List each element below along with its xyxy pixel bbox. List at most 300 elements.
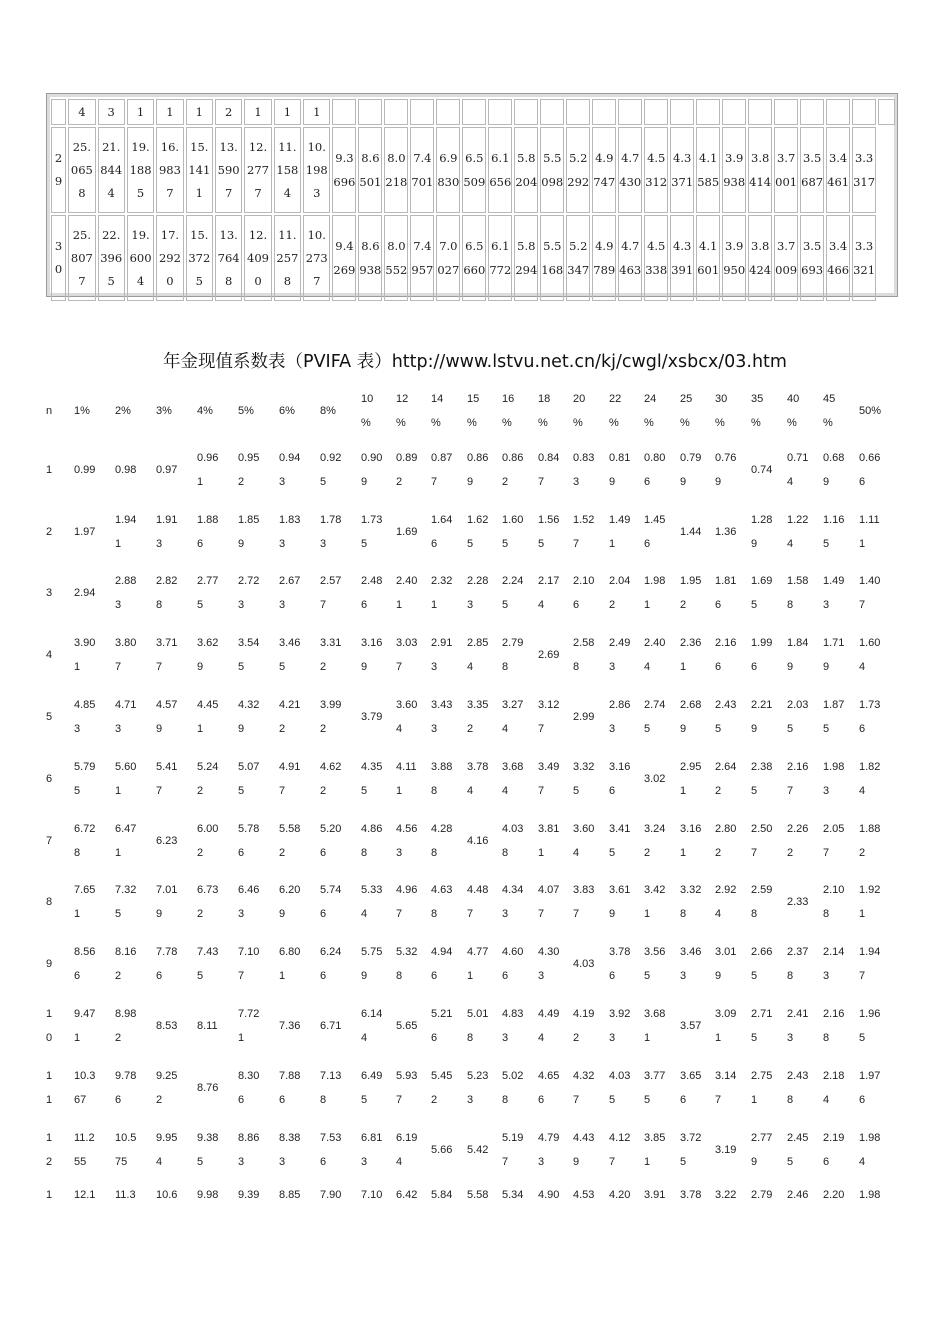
top-cell [618, 99, 642, 125]
value-part: 3.32 [680, 884, 702, 897]
value-part: 2.04 [609, 575, 631, 588]
rate-header [751, 383, 787, 439]
top-cell [800, 99, 824, 125]
table-cell [431, 1181, 467, 1213]
value-part: 14 [431, 393, 444, 405]
table-cell [823, 748, 859, 810]
table-cell [609, 1181, 644, 1213]
cell-part: 15. [190, 227, 209, 242]
value-part: 10 [361, 393, 374, 405]
table-cell [715, 501, 751, 563]
table-cell [74, 1057, 115, 1119]
value-part: 4.57 [156, 699, 178, 712]
table-cell [502, 995, 538, 1057]
cell-part: 4.5 [647, 239, 666, 253]
value-part: 0.89 [396, 451, 418, 464]
table-cell [787, 624, 823, 686]
value-part: 5.58 [279, 822, 301, 835]
cell-part: 168 [541, 263, 564, 277]
cell-part: 3 [313, 185, 321, 200]
value-part: 6 [431, 970, 438, 983]
value-part: 4 [859, 1155, 866, 1168]
cell-part: 6.9 [439, 151, 458, 165]
value-part: 55 [74, 1155, 87, 1168]
cell-part: 19. [131, 139, 150, 154]
top-cell [462, 215, 486, 301]
table-cell [715, 1119, 751, 1181]
value-part: 4.07 [538, 884, 560, 897]
top-cell [410, 127, 434, 213]
value-part: 5.32 [396, 946, 418, 959]
value-part: 4 [715, 908, 722, 921]
value-part: 3.14 [715, 1069, 737, 1082]
value-part: 2.72 [238, 575, 260, 588]
table-cell [156, 439, 197, 501]
table-row [46, 995, 899, 1057]
value-part: 2 [680, 599, 687, 612]
top-cell [410, 215, 434, 301]
value-part: 5.23 [467, 1069, 489, 1082]
table-cell [74, 1181, 115, 1213]
value-part: 3 [502, 908, 509, 921]
value-part: 1.91 [156, 513, 178, 526]
value-part: 7.90 [320, 1188, 342, 1201]
cell-part: 5.2 [569, 239, 588, 253]
value-part: 5.24 [197, 760, 219, 773]
cell-part: 3.4 [828, 151, 848, 165]
n-cell [46, 624, 74, 686]
top-cell [748, 127, 772, 213]
table-cell [279, 563, 320, 625]
value-part: 1.71 [823, 637, 845, 650]
cell-part: 317 [853, 175, 876, 189]
value-part: 5 [644, 723, 651, 736]
value-part: 2 [115, 970, 122, 983]
table-cell [715, 624, 751, 686]
table-cell [859, 810, 899, 872]
rate-header [859, 383, 899, 439]
value-part: 3 [320, 537, 327, 550]
value-part: 4.12 [609, 1131, 631, 1144]
top-cell [566, 127, 590, 213]
value-part: 75 [115, 1155, 128, 1168]
value-part: 1.98 [823, 760, 845, 773]
top-cell [514, 215, 538, 301]
cell-part: 7.4 [413, 239, 432, 253]
value-part: 5 [502, 537, 509, 550]
value-part: 1 [431, 599, 438, 612]
value-part: 4.32 [238, 699, 260, 712]
table-cell [156, 810, 197, 872]
value-part: 5.58 [467, 1188, 489, 1201]
value-part: 5.02 [502, 1069, 524, 1082]
value-part: 1.73 [859, 699, 881, 712]
value-part: 6 [197, 537, 204, 550]
value-part: 3 [74, 723, 81, 736]
cell-part: 3.5 [802, 151, 822, 165]
table-cell [644, 933, 680, 995]
cell-part: 600 [129, 250, 152, 265]
n-cell [46, 810, 74, 872]
value-part: 2.95 [680, 760, 702, 773]
table-cell [609, 872, 644, 934]
value-part: 5.42 [467, 1143, 489, 1156]
table-cell [644, 810, 680, 872]
value-part: % [431, 417, 441, 429]
n-cell [46, 995, 74, 1057]
cell-part: 16. [160, 139, 180, 154]
table-cell [396, 1181, 431, 1213]
value-part: 2.85 [467, 637, 489, 650]
value-part: 5 [751, 1032, 758, 1045]
value-part: 2 [238, 475, 245, 488]
table-cell [538, 686, 573, 748]
value-part: 2.86 [609, 699, 631, 712]
value-part: 1 [859, 908, 866, 921]
table-row [46, 439, 899, 501]
value-part: 1 [644, 1032, 651, 1045]
value-part: 7.43 [197, 946, 219, 959]
table-cell [751, 748, 787, 810]
value-part: 5 [361, 784, 368, 797]
cell-part: 3.4 [828, 239, 848, 253]
cell-part: 424 [749, 263, 772, 277]
table-cell [238, 501, 279, 563]
value-part: 7 [431, 475, 438, 488]
table-row [46, 810, 899, 872]
value-part: 3.12 [538, 699, 560, 712]
value-part: 2.58 [573, 637, 595, 650]
table-cell [823, 439, 859, 501]
top-cell [215, 127, 242, 213]
cell-part: 257 [276, 250, 299, 265]
table-cell [538, 563, 573, 625]
table-cell [609, 686, 644, 748]
value-part: 2.67 [279, 575, 301, 588]
value-part: 0 [46, 1032, 53, 1045]
value-part: 3.92 [609, 1008, 631, 1021]
cell-part: 656 [489, 175, 512, 189]
top-table-row [51, 127, 895, 213]
value-part: 11.2 [74, 1131, 95, 1144]
value-part: 7 [787, 784, 794, 797]
value-part: 8.38 [279, 1131, 301, 1144]
value-part: 5 [361, 1093, 368, 1106]
value-part: 2 [46, 525, 53, 538]
value-part: 1.60 [502, 513, 524, 526]
value-part: 8 [751, 908, 758, 921]
value-part: 5.75 [361, 946, 383, 959]
cell-part: 8 [283, 273, 292, 288]
value-part: 4 [644, 661, 651, 674]
value-part: 8 [573, 661, 580, 674]
value-part: 3.03 [396, 637, 418, 650]
top-cell [303, 215, 330, 301]
table-cell [74, 686, 115, 748]
table-cell [823, 563, 859, 625]
table-row [46, 748, 899, 810]
value-part: 2 [787, 846, 794, 859]
top-cell [244, 127, 271, 213]
cell-part: 983 [158, 162, 181, 177]
value-part: 5.19 [502, 1131, 524, 1144]
value-part: 0.71 [787, 451, 809, 464]
table-cell [197, 1057, 238, 1119]
value-part: 1 [680, 661, 687, 674]
table-cell [573, 501, 609, 563]
table-cell [431, 501, 467, 563]
value-part: 3 [279, 1155, 286, 1168]
value-part: 3.79 [361, 711, 383, 724]
top-cell [358, 127, 382, 213]
cell-part: 1 [283, 104, 292, 119]
value-part: 5 [197, 599, 204, 612]
table-cell [467, 563, 502, 625]
table-cell [467, 933, 502, 995]
table-cell [609, 995, 644, 1057]
table-cell [538, 810, 573, 872]
value-part: 3.78 [680, 1188, 702, 1201]
value-part: % [823, 417, 833, 429]
table-cell [320, 1119, 361, 1181]
value-part: 2.82 [156, 575, 178, 588]
value-part: 5 [238, 661, 245, 674]
table-cell [538, 1181, 573, 1213]
cell-part: 7.0 [439, 239, 458, 253]
value-part: % [396, 417, 406, 429]
value-part: 6 [680, 1093, 687, 1106]
value-part: 5 [751, 784, 758, 797]
value-part: 1.82 [859, 760, 881, 773]
value-part: 5 [467, 537, 474, 550]
value-part: 3 [115, 599, 122, 612]
value-part: 3 [115, 723, 122, 736]
table-cell [238, 872, 279, 934]
value-part: 3 [361, 1155, 368, 1168]
value-part: 2 [115, 1032, 122, 1045]
value-part: 8.76 [197, 1081, 219, 1094]
value-part: 2 [644, 846, 651, 859]
table-cell [538, 501, 573, 563]
value-part: 24 [644, 393, 657, 405]
value-part: 5.41 [156, 760, 178, 773]
table-cell [431, 933, 467, 995]
top-cell [540, 99, 564, 125]
cell-part: 3.7 [776, 239, 796, 253]
top-cell [156, 215, 183, 301]
value-part: 0.80 [644, 451, 666, 464]
rate-header [502, 383, 538, 439]
cell-part: 2 [224, 104, 233, 119]
cell-part: 4 [283, 185, 292, 200]
value-part: 9.78 [115, 1069, 137, 1082]
table-cell [538, 439, 573, 501]
value-part: 7.10 [361, 1188, 383, 1201]
value-part: 1 [46, 1093, 53, 1106]
value-part: 4 [502, 784, 509, 797]
top-cell [826, 127, 850, 213]
value-part: 5 [238, 784, 245, 797]
table-cell [787, 748, 823, 810]
table-cell [431, 1057, 467, 1119]
cell-part: 9.4 [335, 239, 354, 253]
value-part: 3 [467, 1093, 474, 1106]
header-row [46, 383, 899, 439]
value-part: 1.85 [238, 513, 260, 526]
top-cell [592, 127, 616, 213]
top-row-index [51, 99, 66, 125]
value-part: 3.43 [431, 699, 453, 712]
value-part: 5 [320, 475, 327, 488]
value-part: 1 [74, 1032, 81, 1045]
value-part: 0.99 [74, 463, 96, 476]
table-cell [396, 1057, 431, 1119]
n-cell [46, 439, 74, 501]
value-part: 10.6 [156, 1188, 178, 1201]
table-cell [823, 1057, 859, 1119]
table-cell [115, 439, 156, 501]
value-part: 4.11 [396, 760, 417, 773]
value-part: 5 [823, 537, 830, 550]
value-part: 2.40 [396, 575, 418, 588]
value-part: 6 [320, 908, 327, 921]
table-cell [680, 686, 715, 748]
table-cell [502, 1119, 538, 1181]
top-table [49, 97, 897, 303]
value-part: 9 [751, 723, 758, 736]
pvifa-table [46, 383, 899, 1213]
top-cell [462, 127, 486, 213]
value-part: 0.79 [680, 451, 702, 464]
value-part: 1 [279, 970, 286, 983]
value-part: 3 [279, 475, 286, 488]
top-cell [774, 127, 798, 213]
table-cell [787, 439, 823, 501]
table-cell [115, 748, 156, 810]
cell-part: 277 [247, 162, 269, 177]
table-cell [156, 624, 197, 686]
value-part: 8.86 [238, 1131, 260, 1144]
cell-part: 292 [158, 250, 181, 265]
value-part: 6 [431, 537, 438, 550]
value-part: 7 [115, 661, 122, 674]
table-cell [238, 933, 279, 995]
value-part: 1.88 [859, 822, 881, 835]
table-cell [467, 1057, 502, 1119]
top-cell [156, 127, 183, 213]
value-part: 6.42 [396, 1188, 418, 1201]
value-part: 1 [74, 661, 81, 674]
table-cell [467, 872, 502, 934]
value-part: 2.21 [751, 699, 773, 712]
value-part: 0.86 [502, 451, 524, 464]
top-cell [68, 215, 95, 301]
value-part: 45 [823, 393, 836, 405]
value-part: 1.73 [361, 513, 383, 526]
value-part: 4.48 [467, 884, 489, 897]
value-part: 0.97 [156, 463, 178, 476]
value-part: 4.45 [197, 699, 219, 712]
value-part: 9 [46, 958, 53, 971]
table-cell [859, 563, 899, 625]
table-cell [279, 810, 320, 872]
cell-part: 6.5 [465, 239, 484, 253]
value-part: 2.26 [787, 822, 809, 835]
table-cell [680, 872, 715, 934]
value-part: 7 [538, 723, 545, 736]
value-part: 4% [197, 405, 213, 417]
value-part: 9 [156, 908, 163, 921]
table-row [46, 933, 899, 995]
value-part: 4 [538, 599, 545, 612]
value-part: 7 [396, 661, 403, 674]
cell-part: 188 [129, 162, 152, 177]
value-part: 5.01 [467, 1008, 489, 1021]
table-cell [680, 1119, 715, 1181]
top-cell [514, 99, 538, 125]
value-part: 4.62 [320, 760, 342, 773]
cell-part: 9.3 [335, 151, 354, 165]
value-part: 2 [431, 1093, 438, 1106]
cell-part: 7 [254, 185, 262, 200]
value-part: 8 [46, 896, 53, 909]
value-part: n [46, 405, 53, 417]
top-cell [274, 127, 301, 213]
value-part: 3.61 [609, 884, 631, 897]
rate-header [279, 383, 320, 439]
table-cell [279, 933, 320, 995]
table-cell [859, 624, 899, 686]
table-cell [279, 1181, 320, 1213]
value-part: 1.64 [431, 513, 453, 526]
table-cell [823, 624, 859, 686]
value-part: 2.59 [751, 884, 773, 897]
table-cell [320, 501, 361, 563]
value-part: 0.76 [715, 451, 737, 464]
table-cell [197, 810, 238, 872]
table-cell [361, 748, 396, 810]
top-cell [852, 215, 876, 301]
value-part: 3 [609, 723, 616, 736]
value-part: 5% [238, 405, 254, 417]
value-part: 3 [787, 1032, 794, 1045]
value-part: 4.16 [467, 834, 489, 847]
table-cell [859, 686, 899, 748]
value-part: 6.23 [156, 834, 178, 847]
value-part: 4.90 [538, 1188, 560, 1201]
value-part: 2.43 [715, 699, 737, 712]
value-part: 0.98 [115, 463, 137, 476]
top-cell [800, 215, 824, 301]
top-cell [488, 215, 512, 301]
cell-part: 1 [136, 104, 145, 119]
table-cell [431, 624, 467, 686]
cell-part: 218 [385, 175, 408, 189]
value-part: 7 [467, 908, 474, 921]
cell-part: 414 [749, 175, 772, 189]
table-cell [609, 501, 644, 563]
table-cell [115, 1057, 156, 1119]
value-part: 5.66 [431, 1143, 453, 1156]
table-cell [396, 563, 431, 625]
top-row-index [51, 215, 66, 301]
value-part: 7.88 [279, 1069, 301, 1082]
value-part: 0.95 [238, 451, 260, 464]
index-part: 9 [54, 174, 63, 188]
table-cell [573, 1119, 609, 1181]
top-cell [186, 127, 213, 213]
value-part: 8.53 [156, 1020, 178, 1033]
